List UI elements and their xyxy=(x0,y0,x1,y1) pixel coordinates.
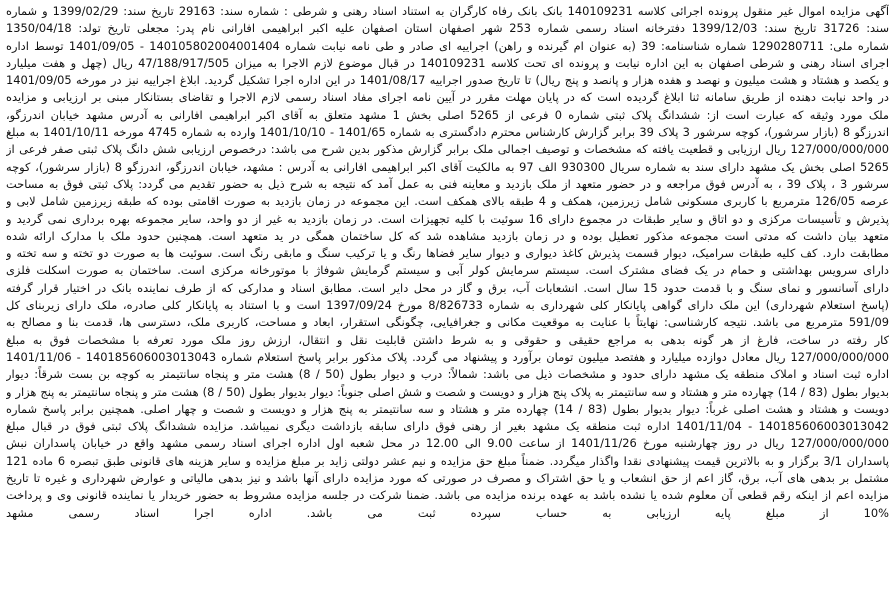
notice-line: آگهی مزایده اموال غیر منقول پرونده اجرائی کلاسه 140109231 بانک بانک رفاه کارگران به استناد اسناد رهنی و شرطی : شماره سند: 29163 تاریخ سند: 1399/02/29 و شماره xyxy=(6,4,889,18)
notice-line: کار رفته در ساخت، فارغ از هر گونه بدهی به مراجع حقیقی و حقوقی و به شرط داشتن قابلیت نقل و انتقال، ارزش روز ملک مورد تعرفه با مشخصات فوق به مبلغ xyxy=(6,332,889,347)
notice-line: بدیوار بطول (83 / 14) چهارده متر و هشتاد و سه سانتیمتر به پلاک پنج هزار و دویست و شصت و شش اصلی جنوباً: دیوار بدیوار بطول (50 / 8) هشت متر و پنجاه سانتیمتر به پنج هزار و xyxy=(6,384,889,399)
notice-line: 127/000/000/000 ریال ارزیابی و قطعیت یافته که مشخصات و توصیف اجمالی ملک برابر گزارش مذکور بدین شرح می باشد: درخصوص ارزیابی شش دانگ پلاک ثبتی صفر فرعی از xyxy=(6,142,889,157)
notice-line: 127/000/000/000 ریال معادل دوازده میلیارد و هفتصد میلیون تومان برآورد و پیشنهاد می گردد. پلاک مذکور برابر پاسخ استعلام شماره 140185606003013043 - 1401/11/06 xyxy=(6,349,889,364)
notice-line: 127/000/000/000 ریال در روز چهارشنبه مورخ 1401/11/26 از ساعت 9.00 الی 12.00 در محل شعبه اول اداره اجرای اسناد رسمی مشهد واقع در خیابان پاسداران نبش xyxy=(6,436,889,451)
notice-line: (پاسخ استعلام شهرداری) این ملک دارای گواهی پایانکار کلی شهرداری به شماره 8/826733 مورخ 1397/09/24 است و با استناد به پایانکار کلی صادره، ملک دارای زیربنای کل xyxy=(6,298,889,313)
notice-line: مشتمل بر بدهی های آب، برق، گاز اعم از حق انشعاب و یا حق اشتراک و مصرف در صورتی که مورد مزایده دارای آنها باشد و نیز بدهی مالیاتی و عوارض شهرداری و غیره تا تاریخ xyxy=(6,471,889,486)
notice-line: و یکصد و هشتاد و هشت میلیون و نهصد و هفده هزار و پانصد و پنج ریال) تا تاریخ صدور اجراییه 1401/08/17 در این اداره اجرا تشکیل گردید. ابلاغ اجراییه نیز در مورخه 1401/09/05 xyxy=(6,73,889,88)
notice-line: 591/09 مترمربع می باشد. نتیجه کارشناسی: نهایتاً با عنایت به موقعیت مکانی و جغرافیایی، چگونگی استقرار، ابعاد و مساحت، کاربری ملک، دسترسی ها، قدمت بنا و مصالح به xyxy=(6,315,889,330)
notice-line: در واحد نیابت دهنده از طریق سامانه ثنا ابلاغ گردیده است که در پایان مهلت مقرر در آیین نامه اجرای مفاد اسناد رسمی لازم الاجرا و تقاضای بستانکار مبنی بر ارزیابی و مزایده xyxy=(6,90,889,105)
notice-line: اجرای اسناد رهنی و شرطی اصفهان به این اداره نیابت و پرونده ای تحت کلاسه 140109231 در قبال موضوع لازم الاجرا به میزان 47/188/917/505 ریال (چهل و هفت میلیارد xyxy=(6,55,889,70)
notice-line: 5265 اصلی بخش یک مشهد دارای سند به شماره سریال 930300 الف 97 به مالکیت آقای اکبر ابراهیمی افارانی به آدرس : مشهد، خیابان اندرزگو، اندرزگو 8 (بازار سرشور)، کوچه xyxy=(6,159,889,174)
notice-line xyxy=(6,522,889,539)
notice-line: عرصه 126/05 مترمربع با کاربری مسکونی شامل زیرزمین، همکف و 4 طبقه بالای همکف است. این مجموعه در زمان بازدید به صورت اقامتی بوده که طبقه زیرزمین شامل لابی و xyxy=(6,194,889,209)
notice-line: دارای سرویس بهداشتی و حمام در یک فضای مشترک است. سیستم سرمایش کولر آبی و سیستم گرمایش شوفاژ با موتورخانه مرکزی است. ساختمان به صورت اسکلت فلزی xyxy=(6,263,889,278)
notice-line: سرشور 3 ، پلاک 39 ، به آدرس فوق مراجعه و در حضور متعهد از ملک بازدید و معاینه فنی به عمل آمد که نتیجه به شرح ذیل به حضور تقدیم می گردد: پلاک ثبتی فوق به مساحت xyxy=(6,176,889,191)
notice-line: مزایده اعم از اینکه رقم قطعی آن معلوم شده یا نشده باشد به عهده برنده مزایده می باشد. ضمنا شرکت در جلسه مزایده مشروط به حضور خریدار یا نماینده قانونی وی و پرداخت xyxy=(6,488,889,503)
notice-line: 140185606003013042 - 1401/11/04 اداره ثبت منطقه یک مشهد بغیر از رهنی فوق دارای سابقه بازداشت دیگری نمیباشد. مزایده ششدانگ پلاک ثبتی فوق در قبال مبلغ xyxy=(6,419,889,434)
notice-line: پاسداران 3/1 برگزار و به بالاترین قیمت پیشنهادی نقدا واگذار میگردد. ضمناً مبلغ حق مزایده و نیم عشر دولتی زاید بر مبلغ مزایده و سایر هزینه های قانونی طبق تبصره 6 ماده 121 xyxy=(6,453,889,468)
notice-line: مطابقت دارد. کف کلیه طبقات سرامیک، دیوار قسمت پذیرش کاغذ دیواری و دیوار سایر فضاها رنگ و یا ترکیب سنگ و مابقی رنگ است. سوئیت ها به صورت دو تخته و سه تخته و xyxy=(6,246,889,261)
notice-line: شماره ملی: 1290280711 شماره شناسنامه: 39 (به عنوان ام گیرنده و راهن) اجراییه ای صادر و طی نامه نیابت شماره 140105802004001404 - 1401/09/05 توسط اداره xyxy=(6,38,889,53)
notice-line: دویست و هشتاد و هشت اصلی غرباً: دیوار بدیوار بطول (83 / 14) چهارده متر و هشتاد و سه سانتیمتر به پنج هزار و دویست و شصت و چهار اصلی. همچنین برابر پاسخ شماره xyxy=(6,401,889,416)
notice-line: اداره ثبت اسناد و املاک منطقه یک مشهد دارای حدود و مشخصات ذیل می باشد: شمالاً: درب و دیوار بطول (50 / 8) هشت متر و پنجاه سانتیمتر به کوچه بن بست شرقاً: دیوار xyxy=(6,367,889,382)
notice-line: متعهد بیان داشت که مدتی است مجموعه مذکور تعطیل بوده و در زمان بازدید مشاهده شد که کل ساختمان همگی در ید متعهد است. همچنین حدود ملک با مدارک ارائه شده xyxy=(6,228,889,243)
notice-line: سند: 31726 تاریخ سند: 1399/12/03 دفترخانه اسناد رسمی شماره 253 شهر اصفهان استان اصفهان علیه اکبر ابراهیمی افارانی نام پدر: مجعلی تاریخ تولد: 1350/04/18 xyxy=(6,21,889,36)
notice-line: اندرزگو 8 (بازار سرشور)، کوچه سرشور 3 پلاک 39 برابر گزارش کارشناس محترم دادگستری به شماره 1401/65 - 1401/10/10 وارده به شماره 4745 مورخه 1401/10/11 به مبلغ xyxy=(6,125,889,140)
notice-line-final xyxy=(6,539,889,556)
notice-line: دارای آسانسور و نمای سنگ و با قدمت حدود 15 سال است. انشعابات آب، برق و گاز در محل دایر است. مطابق اسناد و مدارکی که از طرف نماینده بانک در اختیار قرار گرفته xyxy=(6,280,889,295)
notice-line: 10% از مبلغ پایه ارزیابی به حساب سپرده ثبت می باشد. اداره اجرا اسناد رسمی مشهد xyxy=(6,505,889,520)
notice-line: ملک مورد وثیقه که عبارت است از: ششدانگ پلاک ثبتی شماره 0 فرعی از 5265 اصلی بخش 1 مشهد متعلق به آقای اکبر ابراهیمی افارانی به آدرس مشهد خیابان اندرزگو، xyxy=(6,107,889,122)
notice-line: پذیرش و تأسیسات مرکزی و دو اتاق و سایر طبقات در مجموع دارای 16 سوئیت با کلیه تجهیزات است. در زمان بازدید به غیر از دو واحد، سایر مجموعه بهره برداری نمی گردید و xyxy=(6,211,889,226)
